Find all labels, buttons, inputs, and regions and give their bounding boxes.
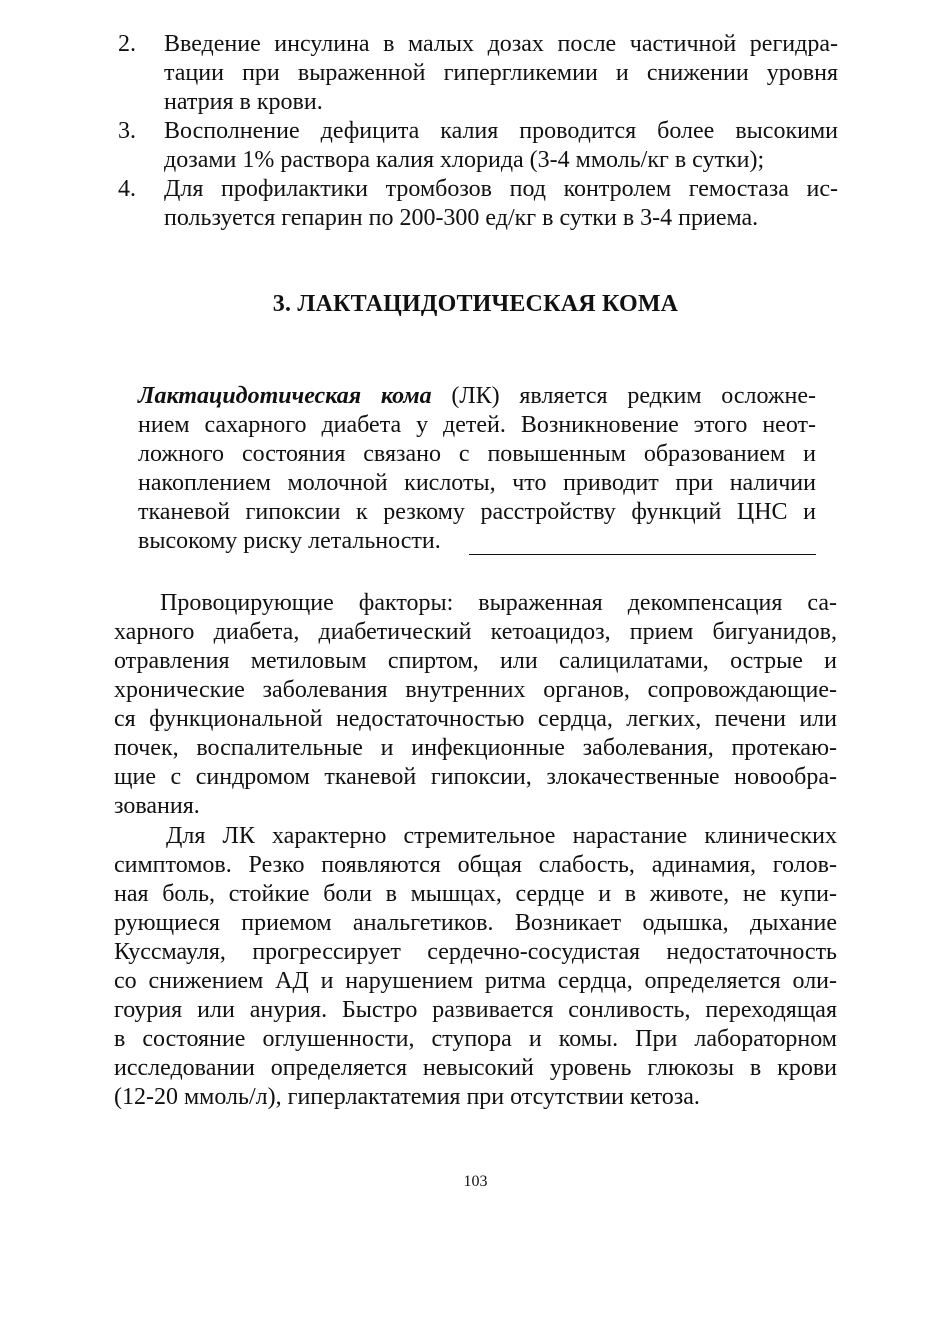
list-item-line: Введение инсулина в малых дозах после частичной регидра- [164, 31, 838, 57]
paragraph-line: гоурия или анурия. Быстро развивается сонливость, переходящая [114, 997, 837, 1023]
paragraph-line: почек, воспалительные и инфекционные заболевания, протекаю- [114, 735, 837, 761]
list-item-line: Восполнение дефицита калия проводится более высокими [164, 118, 838, 144]
paragraph-line: хронические заболевания внутренних органов, сопровождающие- [114, 677, 837, 703]
paragraph-line: отравления метиловым спиртом, или салицилатами, острые и [114, 648, 837, 674]
paragraph-line: щие с синдромом тканевой гипоксии, злокачественные новообра- [114, 764, 837, 790]
page-number: 103 [463, 1173, 488, 1190]
paragraph-line: рующиеся приемом анальгетиков. Возникает одышка, дыхание [114, 910, 837, 936]
definition-line: нием сахарного диабета у детей. Возникновение этого неот- [138, 412, 816, 438]
list-number: 3. [118, 118, 136, 144]
section-heading: 3. ЛАКТАЦИДОТИЧЕСКАЯ КОМА [272, 291, 679, 317]
paragraph-line: зования. [114, 793, 200, 819]
definition-first-line [138, 382, 816, 411]
list-item-line: натрия в крови. [164, 89, 323, 115]
definition-term: Лактацидотическая кома [138, 383, 432, 409]
definition-line: ложного состояния связано с повышенным образованием и [138, 441, 816, 467]
list-number: 2. [118, 31, 136, 57]
paragraph-line: харного диабета, диабетический кетоацидоз, прием бигуанидов, [114, 619, 837, 645]
paragraph-line: со снижением АД и нарушением ритма сердца, определяется оли- [114, 968, 837, 994]
list-item-line: пользуется гепарин по 200-300 ед/кг в сутки в 3-4 приема. [164, 205, 759, 231]
paragraph-line: ся функциональной недостаточностью сердца, легких, печени или [114, 706, 837, 732]
list-item-line: тации при выраженной гипергликемии и снижении уровня [164, 60, 838, 86]
paragraph-line: исследовании определяется невысокий уровень глюкозы в крови [114, 1055, 837, 1081]
paragraph-line: Куссмауля, прогрессирует сердечно-сосудистая недостаточность [114, 939, 837, 965]
list-number: 4. [118, 176, 136, 202]
paragraph-line: ная боль, стойкие боли в мышцах, сердце и в животе, не купи- [114, 881, 837, 907]
list-item-line: дозами 1% раствора калия хлорида (3-4 ммоль/кг в сутки); [164, 147, 765, 173]
paragraph-line: в состояние оглушенности, ступора и комы. При лабораторном [114, 1026, 837, 1052]
definition-underline [469, 554, 816, 555]
paragraph-line: симптомов. Резко появляются общая слабость, адинамия, голов- [114, 852, 837, 878]
definition-line: высокому риску летальности. [138, 528, 441, 554]
definition-first-line-rest: (ЛК) является редким осложне- [431, 383, 817, 409]
paragraph-line: Провоцирующие факторы: выраженная декомпенсация са- [160, 590, 837, 616]
paragraph-line: (12-20 ммоль/л), гиперлактатемия при отсутствии кетоза. [114, 1084, 700, 1110]
paragraph-line: Для ЛК характерно стремительное нарастание клинических [166, 823, 837, 849]
definition-line: накоплением молочной кислоты, что приводит при наличии [138, 470, 816, 496]
list-item-line: Для профилактики тромбозов под контролем гемостаза ис- [164, 176, 838, 202]
definition-line: тканевой гипоксии к резкому расстройству функций ЦНС и [138, 499, 816, 525]
